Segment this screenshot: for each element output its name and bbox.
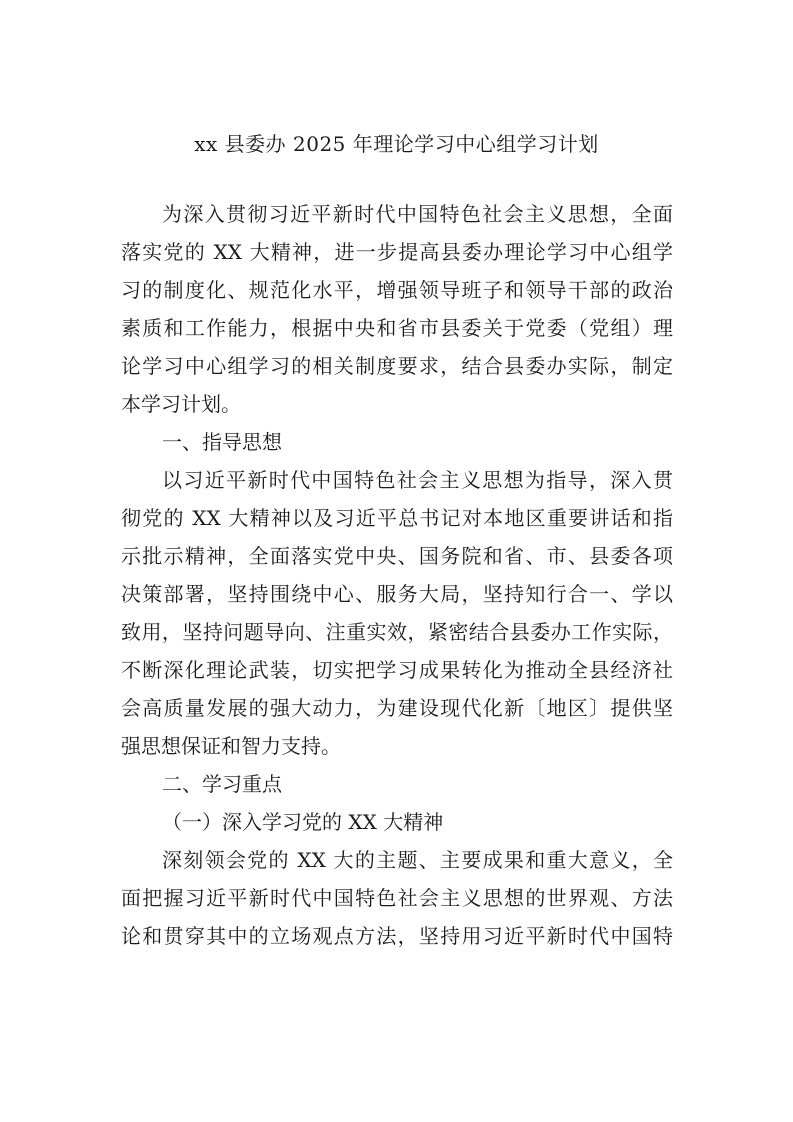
paragraph-line: 以习近平新时代中国特色社会主义思想为指导，深入贯 [162,468,673,492]
paragraph-line: 论学习中心组学习的相关制度要求，结合县委办实际，制定 [121,354,673,378]
subsection-heading: （一）深入学习党的 XX 大精神 [162,810,444,834]
paragraph-line: 不断深化理论武装，切实把学习成果转化为推动全县经济社 [121,658,673,682]
paragraph-line: 为深入贯彻习近平新时代中国特色社会主义思想，全面 [162,202,673,226]
paragraph-line: 决策部署，坚持围绕中心、服务大局，坚持知行合一、学以 [121,582,673,606]
paragraph-line: 素质和工作能力，根据中央和省市县委关于党委（党组）理 [121,316,673,340]
paragraph-line: 面把握习近平新时代中国特色社会主义思想的世界观、方法 [121,886,673,910]
paragraph-line: 深刻领会党的 XX 大的主题、主要成果和重大意义，全 [162,848,673,872]
paragraph-line: 落实党的 XX 大精神，进一步提高县委办理论学习中心组学 [121,240,673,264]
paragraph-line: 示批示精神，全面落实党中央、国务院和省、市、县委各项 [121,544,673,568]
paragraph-line: 本学习计划。 [121,392,241,416]
paragraph-line: 强思想保证和智力支持。 [121,734,341,758]
section-heading: 一、指导思想 [162,430,282,454]
section-heading: 二、学习重点 [162,772,282,796]
paragraph-line: 会高质量发展的强大动力，为建设现代化新〔地区〕提供坚 [121,696,673,720]
paragraph-line: 论和贯穿其中的立场观点方法，坚持用习近平新时代中国特 [121,924,673,948]
paragraph-line: 习的制度化、规范化水平，增强领导班子和领导干部的政治 [121,278,673,302]
document-title: xx 县委办 2025 年理论学习中心组学习计划 [194,132,599,156]
paragraph-line: 彻党的 XX 大精神以及习近平总书记对本地区重要讲话和指 [121,506,673,530]
paragraph-line: 致用，坚持问题导向、注重实效，紧密结合县委办工作实际， [121,620,673,644]
